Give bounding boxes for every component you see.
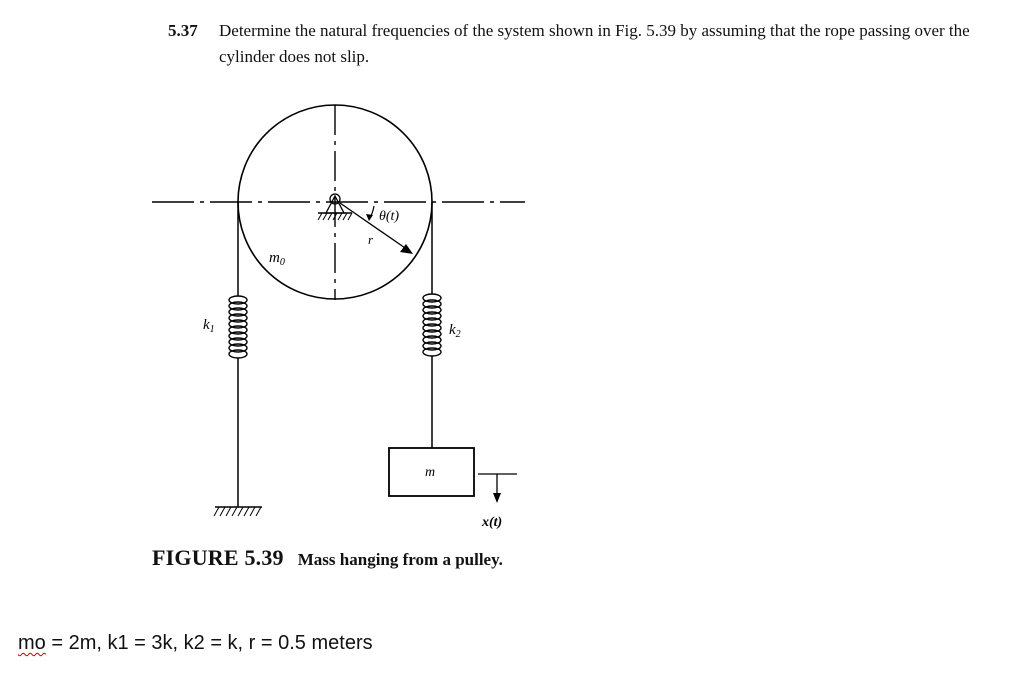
x-arrowhead xyxy=(493,493,501,503)
label-x: x(t) xyxy=(482,515,503,530)
spring-k1 xyxy=(229,296,247,358)
given-values xyxy=(18,632,373,655)
spellcheck-flagged-word: mo xyxy=(18,632,46,654)
spring-k2 xyxy=(423,294,441,356)
label-k2: $k_2$ xyxy=(449,322,461,340)
label-m0: $m_0$ xyxy=(269,250,285,268)
label-k1: $k_1$ xyxy=(203,317,215,335)
ground-support xyxy=(214,507,262,516)
figure-caption-text: Mass hanging from a pulley. xyxy=(297,550,503,569)
label-m: m xyxy=(425,465,436,480)
problem-text: Determine the natural frequencies of the system shown in Fig. 5.39 by assuming that the rope passing over the cylinder does not slip. xyxy=(219,21,970,66)
label-theta: θ(t) xyxy=(379,209,400,224)
given-values-text: = 2m, k1 = 3k, k2 = k, r = 0.5 meters xyxy=(45,632,373,654)
problem-number: 5.37 xyxy=(168,21,198,40)
figure-caption-label: FIGURE 5.39 xyxy=(152,545,284,570)
figure-caption xyxy=(152,545,503,571)
label-r: r xyxy=(368,232,374,247)
